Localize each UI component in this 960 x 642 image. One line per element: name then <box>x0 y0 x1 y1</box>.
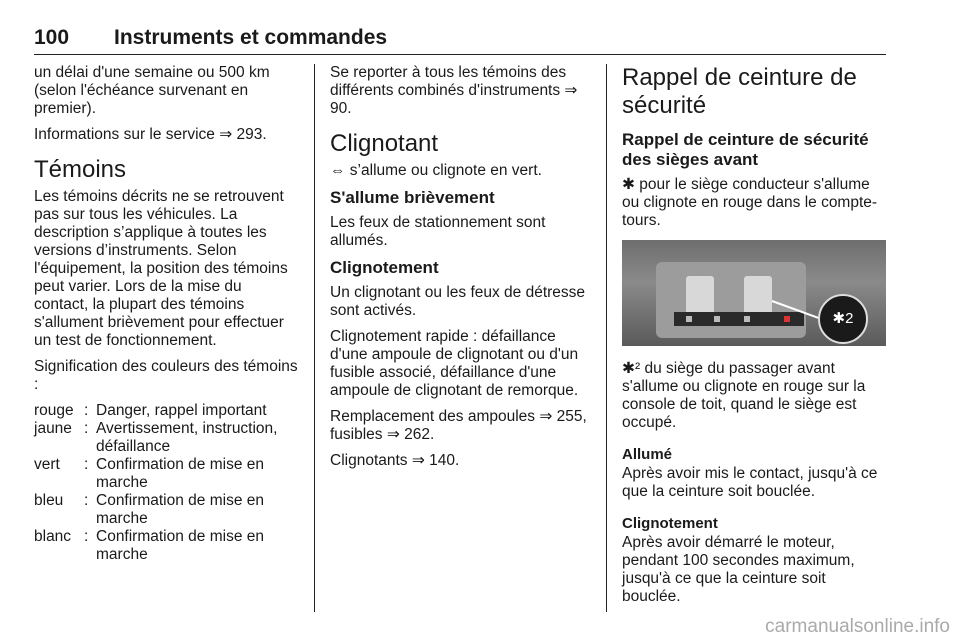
column-2 <box>330 64 594 478</box>
color-sep: : <box>84 420 89 437</box>
clignotement-text-3: Remplacement des ampoules ⇒ 255, fusibles ⇒ 262. <box>330 408 587 443</box>
indicator-lamp <box>714 316 720 322</box>
color-sep: : <box>84 528 89 545</box>
color-row <box>34 528 298 564</box>
indicator-strip <box>674 312 804 326</box>
section-heading-temoins: Témoins <box>34 156 127 183</box>
indicator-lamp <box>744 316 750 322</box>
indicator-lamp <box>686 316 692 322</box>
subheading-allume: Allumé <box>622 446 673 463</box>
color-row <box>34 456 298 492</box>
subheading-sieges-avant: Rappel de ceinture de sécurité des sièges avant <box>622 130 869 169</box>
subheading-allume-brievement: S'allume brièvement <box>330 188 495 207</box>
instrument-reference: Se reporter à tous les témoins des différents combinés d'instruments ⇒ 90. <box>330 64 578 117</box>
color-row <box>34 420 298 456</box>
colors-intro: Signification des couleurs des témoins : <box>34 358 298 393</box>
page-header <box>34 20 886 55</box>
color-key: bleu <box>34 492 64 509</box>
service-reference: Informations sur le service ⇒ 293. <box>34 126 267 143</box>
clignotement-text-2: Clignotement rapide : défaillance d'une ampoule de clignotant ou d'un fusible associé, défaillance d'une ampoule de clignotant de remorque. <box>330 328 579 399</box>
subheading-clignotement-ceinture: Clignotement <box>622 515 718 532</box>
color-key: rouge <box>34 402 74 419</box>
color-value: Danger, rappel important <box>96 402 267 419</box>
color-key: vert <box>34 456 60 473</box>
page-title: Instruments et commandes <box>114 26 388 49</box>
column-3 <box>622 64 888 614</box>
color-value: Confirmation de mise en marche <box>96 456 264 491</box>
roof-console-photo <box>622 240 886 346</box>
seatbelt-callout-icon: ✱2 <box>818 294 868 344</box>
color-table <box>34 402 298 564</box>
allume-text: Après avoir mis le contact, jusqu'à ce que la ceinture soit bouclée. <box>622 465 878 500</box>
passenger-seatbelt-text: ✱² du siège du passager avant s'allume ou clignote en rouge sur la console de toit, quand le siège est occupé. <box>622 360 866 431</box>
console-button <box>744 276 772 316</box>
temoins-description: Les témoins décrits ne se retrouvent pas sur tous les véhicules. La description s’applique à toutes les versions d’instruments. Selon l'équipement, la position des témoins peut varier. Lors de la mise du contact, la plupart des témoins s'allument brièvement pour effectuer un test de fonctionnement. <box>34 188 288 349</box>
allume-brievement-text: Les feux de stationnement sont allumés. <box>330 214 546 249</box>
watermark: carmanualsonline.info <box>765 616 950 637</box>
color-sep: : <box>84 492 89 509</box>
column-divider-1 <box>314 64 315 612</box>
color-sep: : <box>84 456 89 473</box>
console-button <box>686 276 714 316</box>
color-value: Confirmation de mise en marche <box>96 492 264 527</box>
driver-seatbelt-text: ✱ pour le siège conducteur s'allume ou clignote en rouge dans le compte-tours. <box>622 176 878 229</box>
section-heading-clignotant: Clignotant <box>330 130 439 157</box>
column-divider-2 <box>606 64 607 612</box>
color-row <box>34 492 298 528</box>
color-key: blanc <box>34 528 72 545</box>
color-value: Avertissement, instruction, défaillance <box>96 420 278 455</box>
color-key: jaune <box>34 420 72 437</box>
clignotement-ceinture-text: Après avoir démarré le moteur, pendant 100 secondes maximum, jusqu'à ce que la ceinture soit bouclée. <box>622 534 855 605</box>
clignotement-text-1: Un clignotant ou les feux de détresse sont activés. <box>330 284 586 319</box>
page-number: 100 <box>34 26 70 49</box>
color-value: Confirmation de mise en marche <box>96 528 264 563</box>
intro-text: un délai d'une semaine ou 500 km (selon l'échéance survenant en premier). <box>34 64 270 117</box>
color-sep: : <box>84 402 89 419</box>
subheading-clignotement: Clignotement <box>330 258 439 277</box>
clignotement-text-4: Clignotants ⇒ 140. <box>330 452 460 469</box>
section-heading-rappel-ceinture: Rappel de ceinture de sécurité <box>622 64 857 119</box>
roof-console-panel <box>656 262 806 338</box>
column-1 <box>34 64 298 564</box>
clignotant-description: ⇔ s’allume ou clignote en vert. <box>330 162 542 179</box>
seatbelt-lamp <box>784 316 790 322</box>
color-row <box>34 402 298 420</box>
